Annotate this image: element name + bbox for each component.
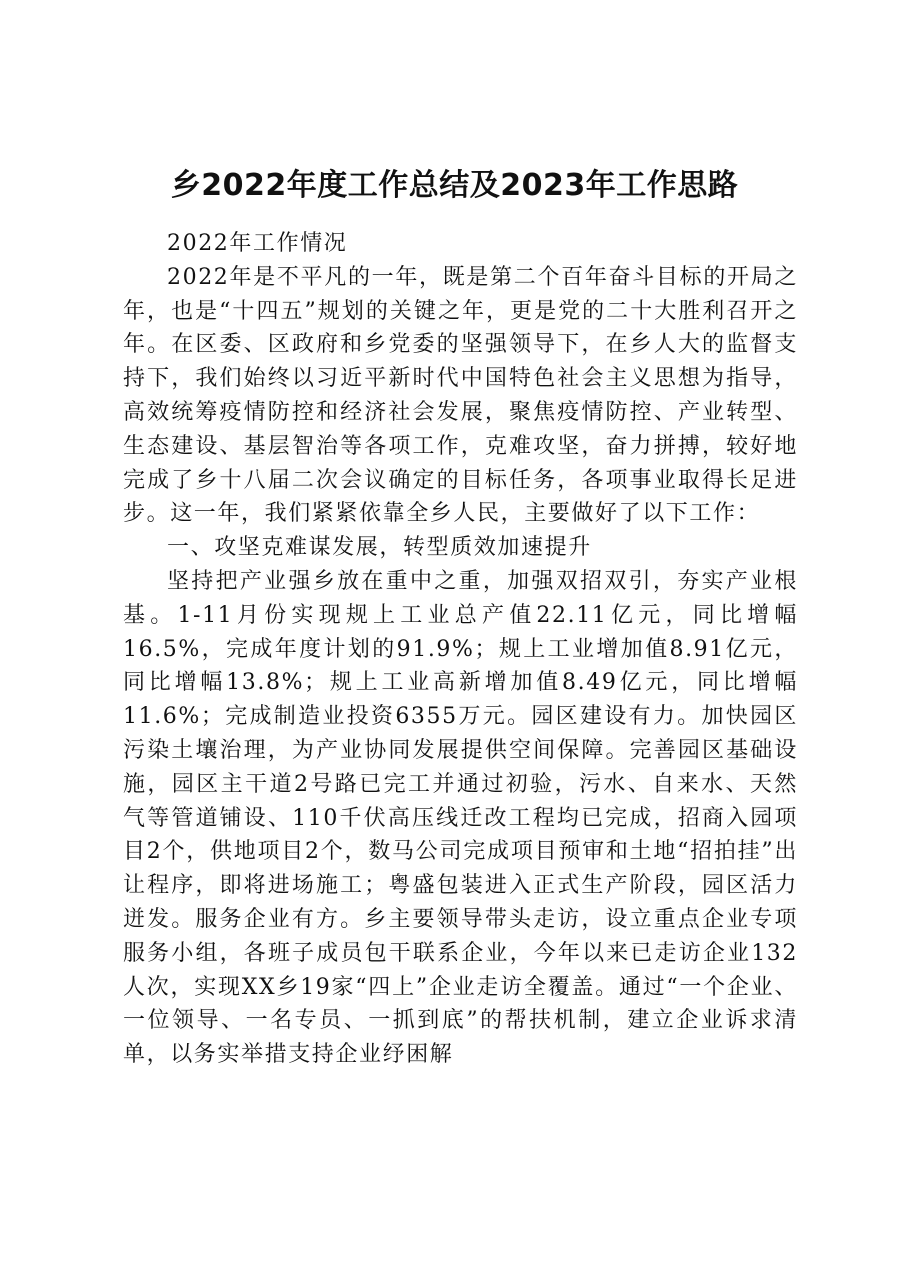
section-heading: 2022年工作情况 [167,231,348,256]
document-title: 乡2022年度工作总结及2023年工作思路 [170,168,739,203]
body-paragraph: 2022年是不平凡的一年，既是第二个百年奋斗目标的开局之年，也是“十四五”规划的关键之年，更是党的二十大胜利召开之年。在区委、区政府和乡党委的坚强领导下，在乡人大的监督支持下，我们始终以习近平新时代中国特色社会主义思想为指导，高效统筹疫情防控和经济社会发展，聚焦疫情防控、产业转型、生态建设、基层智治等各项工作，克难攻坚，奋力拼搏，较好地完成了乡十八届二次会议确定的目标任务，各项事业取得长足进步。这一年，我们紧紧依靠全乡人民，主要做好了以下工作： [123,264,798,527]
section-heading: 一、攻坚克难谋发展，转型质效加速提升 [167,535,592,561]
body-paragraph: 坚持把产业强乡放在重中之重，加强双招双引，夯实产业根基。1-11月份实现规上工业总产值22.11亿元，同比增幅16.5%，完成年度计划的91.9%；规上工业增加值8.91亿元，同比增幅13.8%；规上工业高新增加值8.49亿元，同比增幅11.6%；完成制造业投资6355万元。园区建设有力。加快园区污染土壤治理，为产业协同发展提供空间保障。完善园区基础设施，园区主干道2号路已完工并通过初验，污水、自来水、天然气等管道铺设、110千伏高压线迁改工程均已完成，招商入园项目2个，供地项目2个，数马公司完成项目预审和土地“招拍挂”出让程序，即将进场施工；粤盛包装进入正式生产阶段，园区活力迸发。服务企业有方。乡主要领导带头走访，设立重点企业专项服务小组，各班子成员包干联系企业，今年以来已走访企业132人次，实现XX乡19家“四上”企业走访全覆盖。通过“一个企业、一位领导、一名专员、一抓到底”的帮扶机制，建立企业诉求清单，以务实举措支持企业纾困解 [123,568,798,1068]
document-body [123,227,798,1072]
